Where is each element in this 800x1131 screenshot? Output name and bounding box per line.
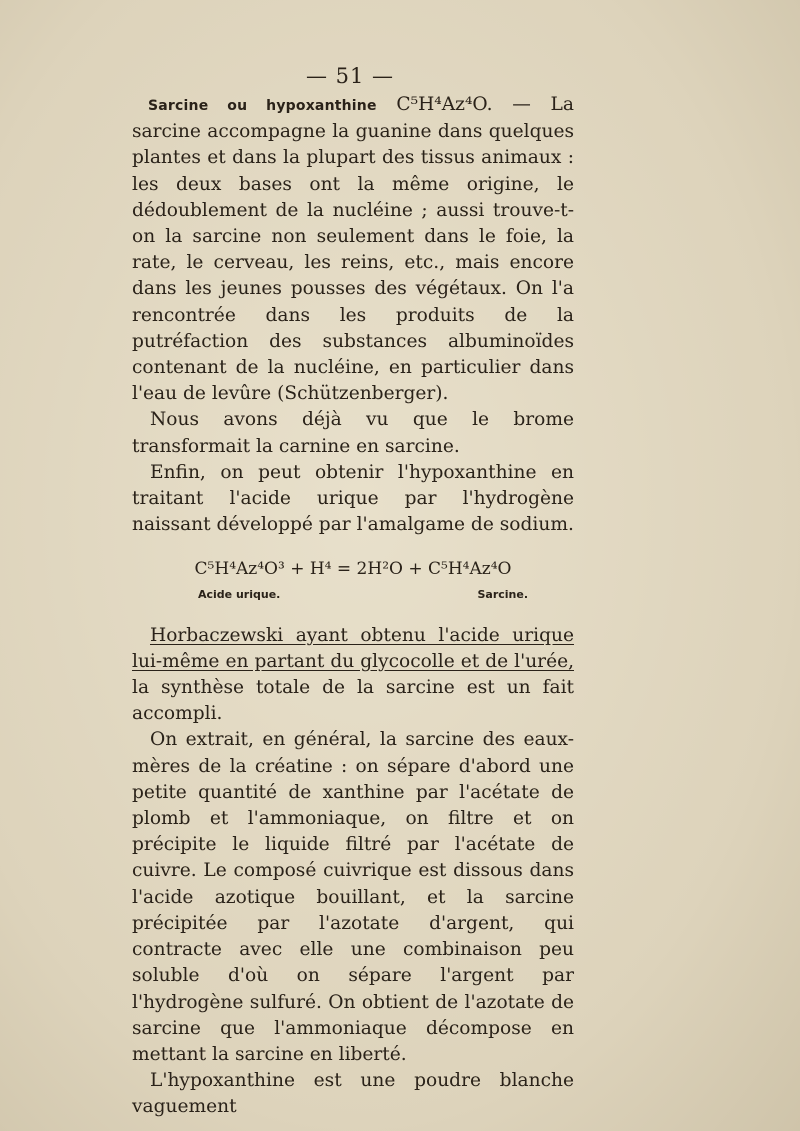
- equation-labels: [178, 582, 528, 608]
- sarcine-formula: C⁵H⁴Az⁴O.: [396, 94, 493, 115]
- paragraph-hypoxanthine: L'hypoxanthine est une poudre blanche vaguement: [132, 1070, 574, 1118]
- paragraph-sarcine: [132, 92, 574, 407]
- paragraph-brome: Nous avons déjà vu que le brome transformait la carnine en sarcine.: [132, 409, 574, 457]
- paragraph-text: — La sarcine accompagne la guanine dans quelques plantes et dans la plupart des tissus animaux : les deux bases ont la même origine, le dédoublement de la nucléine ; aussi trouve-t-on la sarcine non seulement dans le foie, la rate, le cerveau, les reins, etc., mais encore dans les jeunes pousses des végétaux. On l'a rencontrée dans les produits de la putréfaction des substances albuminoïdes contenant de la nucléine, en particulier dans l'eau de levûre (Schützenberger).: [132, 94, 574, 405]
- page-number: — 51 —: [305, 64, 395, 88]
- paragraph-extraction: On extrait, en général, la sarcine des eaux-mères de la créatine : on sépare d'abord une petite quantité de xanthine par l'acétate de plomb et l'ammoniaque, on filtre et on précipite le liquide filtré par l'acétate de cuivre. Le composé cuivrique est dissous dans l'acide azotique bouillant, et la sarcine précipitée par l'azotate d'argent, qui contracte avec elle une combinaison peu soluble d'où on sépare l'argent par l'hydrogène sulfuré. On obtient de l'azotate de sarcine que l'ammoniaque décompose en mettant la sarcine en liberté.: [132, 729, 574, 1065]
- paragraph-text: la synthèse totale de la sarcine est un fait accompli.: [132, 677, 574, 725]
- paragraph-horbaczewski: [132, 623, 574, 728]
- paragraph-enfin: Enfin, on peut obtenir l'hypoxanthine en traitant l'acide urique par l'hydrogène naissant développé par l'amalgame de sodium.: [132, 461, 574, 536]
- label-sarcine: Sarcine.: [477, 588, 528, 602]
- section-heading: Sarcine ou hypoxanthine: [148, 98, 377, 114]
- chemical-equation: C⁵H⁴Az⁴O³ + H⁴ = 2H²O + C⁵H⁴Az⁴O: [194, 559, 512, 580]
- label-acide-urique: Acide urique.: [198, 588, 281, 602]
- underlined-passage: Horbaczewski ayant obtenu l'acide urique lui-même en partant du glycocolle et de l'urée,: [132, 624, 574, 672]
- body-text: [132, 92, 574, 1121]
